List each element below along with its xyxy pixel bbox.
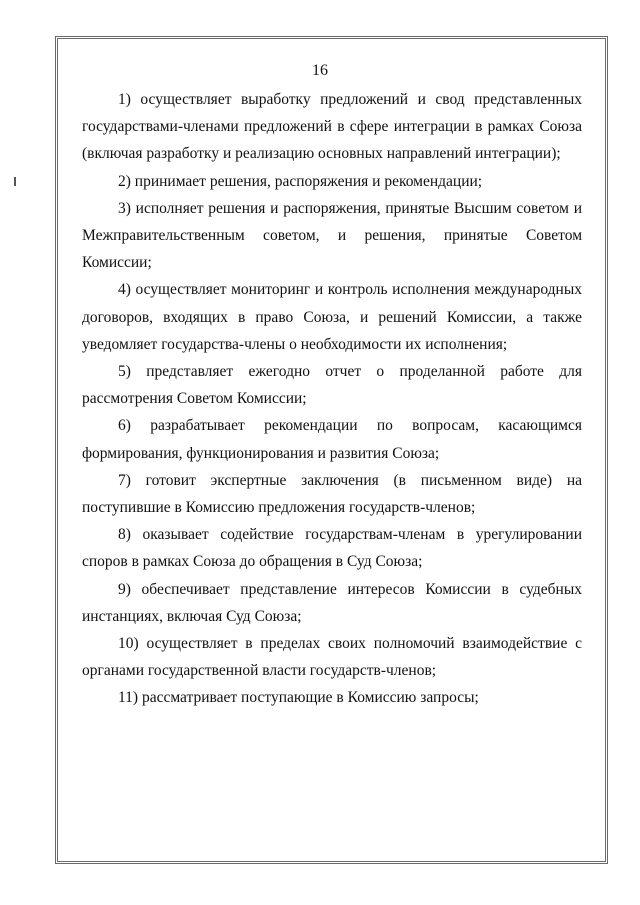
list-item: 8) оказывает содействие государствам-членам в урегулировании споров в рамках Союза до обращения в Суд Союза; (82, 526, 582, 571)
list-item: 4) осуществляет мониторинг и контроль исполнения международных договоров, входящих в право Союза, и решений Комиссии, а также уведомляет государства-члены о необходимости их исполнения; (82, 281, 582, 353)
scan-mark (14, 177, 16, 186)
list-item: 1) осуществляет выработку предложений и свод представленных государствами-членами предложений в сфере интеграции в рамках Союза (включая разработку и реализацию основных направлений интеграции); (82, 91, 582, 163)
list-item: 5) представляет ежегодно отчет о проделанной работе для рассмотрения Советом Комиссии; (82, 363, 582, 408)
list-item: 6) разрабатывает рекомендации по вопросам, касающимся формирования, функционирования и развития Союза; (82, 417, 582, 462)
list-item: 10) осуществляет в пределах своих полномочий взаимодействие с органами государственной власти государств-членов; (82, 635, 582, 680)
list-item: 7) готовит экспертные заключения (в письменном виде) на поступившие в Комиссию предложения государств-членов; (82, 471, 582, 517)
list-item: 2) принимает решения, распоряжения и рекомендации; (118, 172, 483, 190)
document-body (82, 86, 582, 712)
page-number: 16 (312, 62, 328, 79)
list-item: 11) рассматривает поступающие в Комиссию запросы; (118, 689, 479, 707)
list-item: 9) обеспечивает представление интересов Комиссии в судебных инстанциях, включая Суд Союза; (82, 580, 582, 625)
list-item: 3) исполняет решения и распоряжения, принятые Высшим советом и Межправительственным советом, и решения, принятые Советом Комиссии; (82, 199, 582, 272)
